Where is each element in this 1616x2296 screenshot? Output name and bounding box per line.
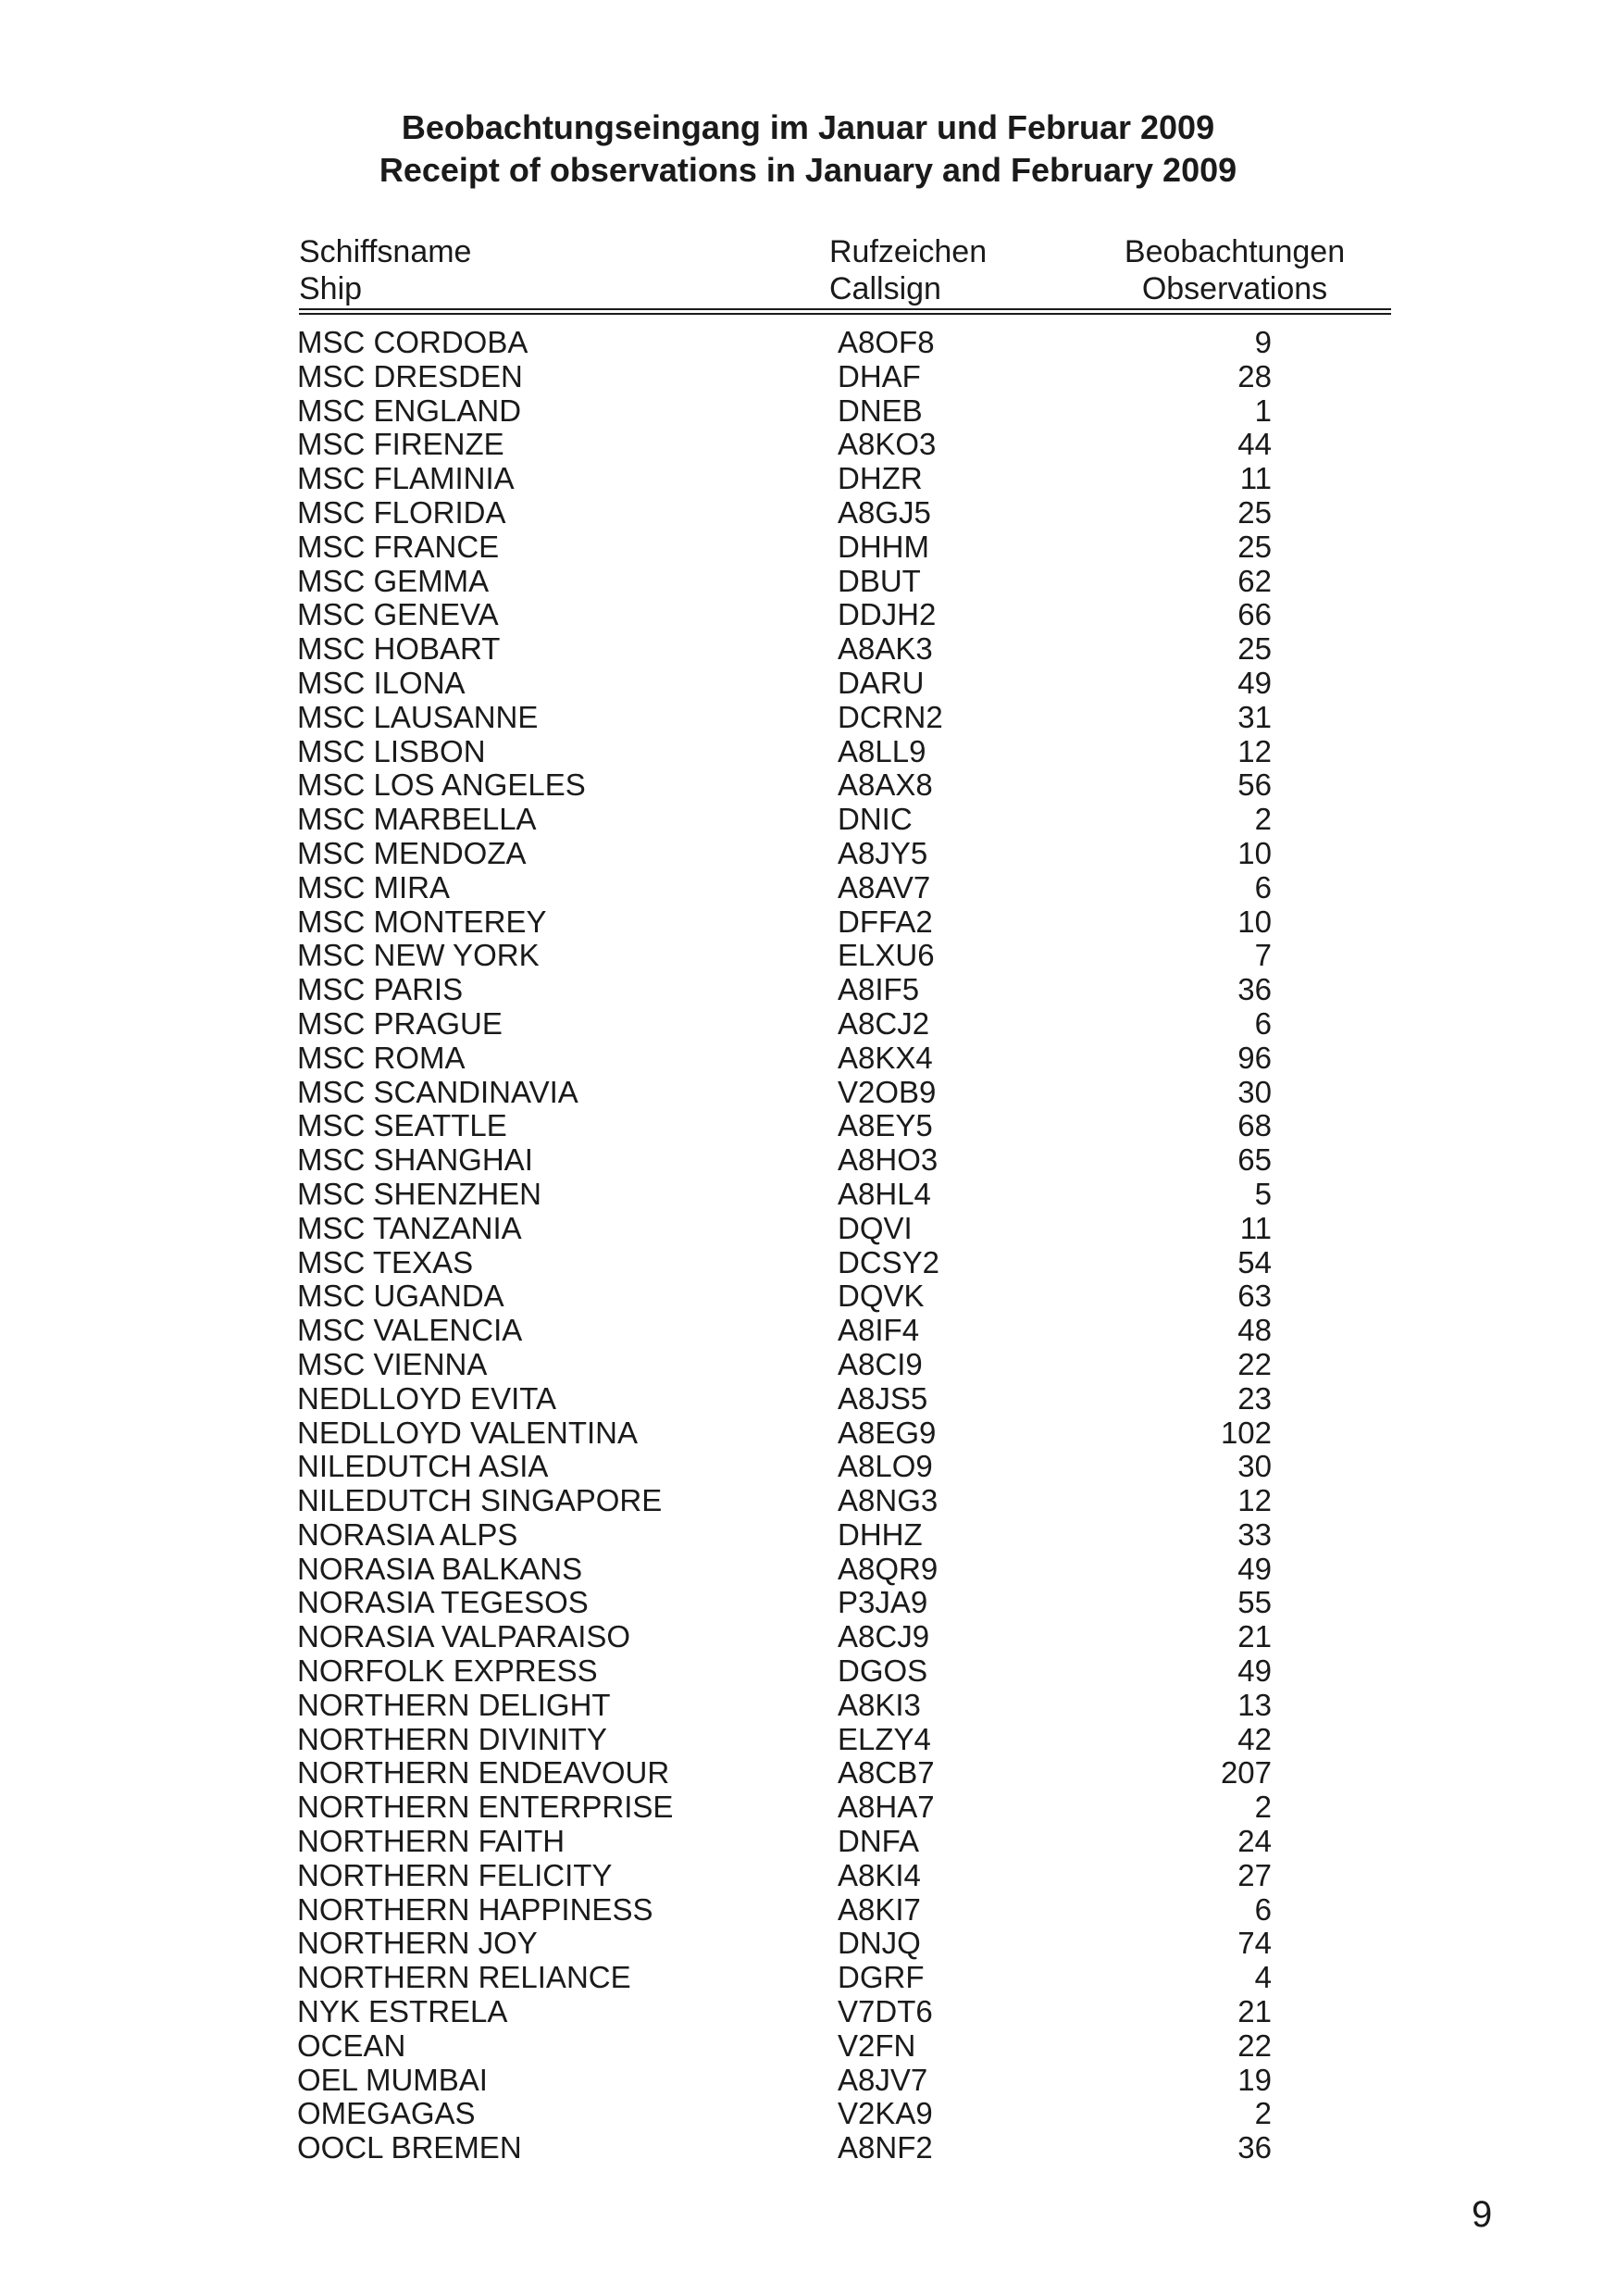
observations-cell: 6 bbox=[1254, 1891, 1272, 1927]
table-row bbox=[0, 1620, 1616, 1654]
ship-name-cell: MSC LAUSANNE bbox=[297, 699, 539, 734]
table-row bbox=[0, 1007, 1616, 1042]
table-row bbox=[0, 1927, 1616, 1961]
observations-cell: 1 bbox=[1254, 393, 1272, 428]
ship-name-cell: NORASIA VALPARAISO bbox=[297, 1619, 631, 1654]
ship-name-cell: NORTHERN RELIANCE bbox=[297, 1960, 631, 1995]
ship-name-cell: MSC SCANDINAVIA bbox=[297, 1074, 578, 1109]
table-row bbox=[0, 1416, 1616, 1451]
observations-cell: 74 bbox=[1237, 1926, 1272, 1961]
table-row bbox=[0, 905, 1616, 940]
table-row bbox=[0, 2064, 1616, 2098]
callsign-cell: DNEB bbox=[838, 393, 923, 428]
ship-name-cell: MSC PARIS bbox=[297, 972, 464, 1007]
observations-cell: 24 bbox=[1237, 1824, 1272, 1859]
ship-name-cell: NILEDUTCH SINGAPORE bbox=[297, 1483, 663, 1518]
callsign-cell: A8CJ2 bbox=[838, 1005, 930, 1041]
table-row bbox=[0, 1723, 1616, 1757]
observations-cell: 65 bbox=[1237, 1142, 1272, 1178]
callsign-cell: A8CI9 bbox=[838, 1346, 923, 1381]
table-row bbox=[0, 326, 1616, 360]
observations-cell: 25 bbox=[1237, 494, 1272, 530]
table-row bbox=[0, 667, 1616, 701]
observations-cell: 49 bbox=[1237, 1551, 1272, 1586]
table-row bbox=[0, 701, 1616, 735]
observations-cell: 19 bbox=[1237, 2062, 1272, 2097]
header-ship-english: Ship bbox=[299, 271, 363, 306]
ship-name-cell: MSC SHENZHEN bbox=[297, 1176, 542, 1211]
callsign-cell: A8OF8 bbox=[838, 325, 935, 359]
callsign-cell: A8HO3 bbox=[838, 1142, 939, 1178]
observations-cell: 12 bbox=[1237, 1483, 1272, 1518]
observations-cell: 22 bbox=[1237, 2028, 1272, 2063]
observations-cell: 21 bbox=[1237, 1994, 1272, 2029]
table-row bbox=[0, 1518, 1616, 1553]
callsign-cell: DHZR bbox=[838, 461, 923, 496]
observations-cell: 25 bbox=[1237, 529, 1272, 564]
callsign-cell: A8JY5 bbox=[838, 835, 928, 870]
callsign-cell: A8EG9 bbox=[838, 1415, 937, 1450]
ship-name-cell: MSC PRAGUE bbox=[297, 1005, 503, 1041]
table-row bbox=[0, 871, 1616, 905]
callsign-cell: V7DT6 bbox=[838, 1994, 933, 2029]
observations-cell: 207 bbox=[1220, 1755, 1272, 1791]
ship-name-cell: MSC MIRA bbox=[297, 869, 450, 905]
table-row bbox=[0, 1654, 1616, 1689]
callsign-cell: P3JA9 bbox=[838, 1585, 928, 1620]
callsign-cell: DFFA2 bbox=[838, 904, 933, 939]
table-row bbox=[0, 1961, 1616, 1995]
ship-name-cell: MSC ILONA bbox=[297, 665, 466, 700]
table-row bbox=[0, 1076, 1616, 1110]
table-row bbox=[0, 496, 1616, 530]
observations-cell: 55 bbox=[1237, 1585, 1272, 1620]
observations-cell: 12 bbox=[1237, 733, 1272, 768]
callsign-cell: A8GJ5 bbox=[838, 494, 931, 530]
observations-cell: 6 bbox=[1254, 869, 1272, 905]
table-row bbox=[0, 2097, 1616, 2131]
callsign-cell: V2KA9 bbox=[838, 2096, 933, 2131]
callsign-cell: A8QR9 bbox=[838, 1551, 939, 1586]
callsign-cell: A8IF5 bbox=[838, 972, 920, 1007]
observations-cell: 21 bbox=[1237, 1619, 1272, 1654]
ship-name-cell: NORTHERN HAPPINESS bbox=[297, 1891, 653, 1927]
ship-name-cell: MSC MONTEREY bbox=[297, 904, 547, 939]
ship-name-cell: NORTHERN JOY bbox=[297, 1926, 538, 1961]
table-row bbox=[0, 1825, 1616, 1859]
callsign-cell: A8KI3 bbox=[838, 1687, 921, 1722]
ship-name-cell: OEL MUMBAI bbox=[297, 2062, 488, 2097]
observations-cell: 30 bbox=[1237, 1074, 1272, 1109]
callsign-cell: DCSY2 bbox=[838, 1244, 940, 1279]
page-title-english: Receipt of observations in January and February 2009 bbox=[379, 151, 1237, 189]
callsign-cell: A8LL9 bbox=[838, 733, 926, 768]
table-row bbox=[0, 1212, 1616, 1246]
ship-name-cell: MSC TEXAS bbox=[297, 1244, 474, 1279]
observations-cell: 2 bbox=[1254, 802, 1272, 837]
callsign-cell: A8JS5 bbox=[838, 1380, 928, 1416]
callsign-cell: A8KO3 bbox=[838, 427, 937, 462]
callsign-cell: A8EY5 bbox=[838, 1108, 933, 1143]
ship-name-cell: MSC VALENCIA bbox=[297, 1313, 523, 1348]
observations-cell: 9 bbox=[1254, 325, 1272, 359]
callsign-cell: DNFA bbox=[838, 1824, 920, 1859]
ship-name-cell: MSC GEMMA bbox=[297, 563, 490, 598]
table-row bbox=[0, 837, 1616, 871]
table-row bbox=[0, 598, 1616, 632]
table-row bbox=[0, 973, 1616, 1007]
table-row bbox=[0, 462, 1616, 496]
observations-cell: 23 bbox=[1237, 1380, 1272, 1416]
callsign-cell: DGRF bbox=[838, 1960, 925, 1995]
ship-name-cell: MSC FLORIDA bbox=[297, 494, 506, 530]
callsign-cell: DGOS bbox=[838, 1653, 928, 1689]
callsign-cell: ELZY4 bbox=[838, 1721, 931, 1756]
ship-name-cell: MSC FRANCE bbox=[297, 529, 500, 564]
observations-table bbox=[0, 326, 1616, 2165]
ship-name-cell: NORTHERN FELICITY bbox=[297, 1857, 613, 1892]
ship-name-cell: MSC ENGLAND bbox=[297, 393, 522, 428]
table-row bbox=[0, 1484, 1616, 1518]
table-row bbox=[0, 360, 1616, 394]
callsign-cell: A8KI4 bbox=[838, 1857, 921, 1892]
observations-cell: 62 bbox=[1237, 563, 1272, 598]
table-row bbox=[0, 1382, 1616, 1416]
observations-cell: 102 bbox=[1220, 1415, 1272, 1450]
table-row bbox=[0, 632, 1616, 667]
callsign-cell: DQVK bbox=[838, 1279, 925, 1314]
ship-name-cell: MSC SHANGHAI bbox=[297, 1142, 533, 1178]
observations-cell: 63 bbox=[1237, 1279, 1272, 1314]
ship-name-cell: MSC CORDOBA bbox=[297, 325, 528, 359]
ship-name-cell: MSC HOBART bbox=[297, 631, 501, 667]
table-row bbox=[0, 2131, 1616, 2165]
callsign-cell: A8JV7 bbox=[838, 2062, 928, 2097]
ship-name-cell: MSC FLAMINIA bbox=[297, 461, 515, 496]
ship-name-cell: NORTHERN ENDEAVOUR bbox=[297, 1755, 670, 1791]
observations-cell: 30 bbox=[1237, 1449, 1272, 1484]
observations-cell: 2 bbox=[1254, 2096, 1272, 2131]
table-row bbox=[0, 530, 1616, 565]
ship-name-cell: NORTHERN DIVINITY bbox=[297, 1721, 607, 1756]
callsign-cell: V2OB9 bbox=[838, 1074, 937, 1109]
ship-name-cell: NORASIA BALKANS bbox=[297, 1551, 583, 1586]
header-ship-german: Schiffsname bbox=[299, 234, 472, 269]
table-row bbox=[0, 2029, 1616, 2064]
table-row bbox=[0, 1791, 1616, 1825]
ship-name-cell: NILEDUTCH ASIA bbox=[297, 1449, 549, 1484]
header-rule-top bbox=[299, 308, 1391, 310]
table-row bbox=[0, 428, 1616, 462]
table-row bbox=[0, 1042, 1616, 1076]
observations-cell: 49 bbox=[1237, 665, 1272, 700]
observations-cell: 56 bbox=[1237, 767, 1272, 803]
page-title-german: Beobachtungseingang im Januar und Februar 2009 bbox=[401, 108, 1215, 146]
callsign-cell: A8CJ9 bbox=[838, 1619, 930, 1654]
table-row bbox=[0, 1348, 1616, 1382]
observations-cell: 11 bbox=[1239, 461, 1272, 496]
ship-name-cell: NORTHERN DELIGHT bbox=[297, 1687, 611, 1722]
header-observations-german: Beobachtungen bbox=[1124, 234, 1346, 269]
table-row bbox=[0, 1586, 1616, 1620]
callsign-cell: DARU bbox=[838, 665, 925, 700]
callsign-cell: DBUT bbox=[838, 563, 921, 598]
callsign-cell: A8CB7 bbox=[838, 1755, 935, 1791]
ship-name-cell: OOCL BREMEN bbox=[297, 2130, 522, 2165]
ship-name-cell: NORASIA TEGESOS bbox=[297, 1585, 589, 1620]
ship-name-cell: MSC MENDOZA bbox=[297, 835, 527, 870]
ship-name-cell: MSC GENEVA bbox=[297, 597, 499, 632]
table-row bbox=[0, 1450, 1616, 1484]
callsign-cell: A8AX8 bbox=[838, 767, 933, 803]
observations-cell: 68 bbox=[1237, 1108, 1272, 1143]
observations-cell: 10 bbox=[1237, 904, 1272, 939]
observations-cell: 49 bbox=[1237, 1653, 1272, 1689]
table-row bbox=[0, 768, 1616, 803]
observations-cell: 33 bbox=[1237, 1516, 1272, 1552]
callsign-cell: DCRN2 bbox=[838, 699, 943, 734]
table-row bbox=[0, 1246, 1616, 1280]
callsign-cell: ELXU6 bbox=[838, 938, 935, 973]
observations-cell: 42 bbox=[1237, 1721, 1272, 1756]
ship-name-cell: MSC DRESDEN bbox=[297, 358, 523, 393]
table-row bbox=[0, 1893, 1616, 1928]
table-row bbox=[0, 1314, 1616, 1348]
header-callsign-english: Callsign bbox=[829, 271, 941, 306]
observations-cell: 10 bbox=[1237, 835, 1272, 870]
ship-name-cell: NORTHERN FAITH bbox=[297, 1824, 566, 1859]
table-row bbox=[0, 394, 1616, 429]
page-number: 9 bbox=[1472, 2194, 1493, 2235]
observations-cell: 6 bbox=[1254, 1005, 1272, 1041]
observations-cell: 4 bbox=[1254, 1960, 1272, 1995]
observations-cell: 66 bbox=[1237, 597, 1272, 632]
ship-name-cell: NORASIA ALPS bbox=[297, 1516, 518, 1552]
observations-cell: 5 bbox=[1254, 1176, 1272, 1211]
observations-cell: 2 bbox=[1254, 1790, 1272, 1825]
callsign-cell: A8KI7 bbox=[838, 1891, 921, 1927]
ship-name-cell: NEDLLOYD EVITA bbox=[297, 1380, 556, 1416]
ship-name-cell: MSC MARBELLA bbox=[297, 802, 537, 837]
callsign-cell: A8AK3 bbox=[838, 631, 933, 667]
ship-name-cell: MSC ROMA bbox=[297, 1040, 466, 1075]
ship-name-cell: OMEGAGAS bbox=[297, 2096, 476, 2131]
table-row bbox=[0, 565, 1616, 599]
callsign-cell: A8HA7 bbox=[838, 1790, 935, 1825]
observations-cell: 36 bbox=[1237, 2130, 1272, 2165]
ship-name-cell: MSC LISBON bbox=[297, 733, 486, 768]
ship-name-cell: NYK ESTRELA bbox=[297, 1994, 508, 2029]
table-row bbox=[0, 1995, 1616, 2029]
table-row bbox=[0, 1109, 1616, 1143]
table-row bbox=[0, 1689, 1616, 1723]
observations-cell: 31 bbox=[1237, 699, 1272, 734]
table-row bbox=[0, 1178, 1616, 1212]
callsign-cell: DNJQ bbox=[838, 1926, 921, 1961]
callsign-cell: A8AV7 bbox=[838, 869, 931, 905]
table-row bbox=[0, 1756, 1616, 1791]
callsign-cell: A8LO9 bbox=[838, 1449, 933, 1484]
table-row bbox=[0, 1553, 1616, 1587]
callsign-cell: DHAF bbox=[838, 358, 921, 393]
observations-cell: 54 bbox=[1237, 1244, 1272, 1279]
observations-cell: 7 bbox=[1254, 938, 1272, 973]
observations-cell: 44 bbox=[1237, 427, 1272, 462]
observations-cell: 27 bbox=[1237, 1857, 1272, 1892]
header-observations-english: Observations bbox=[1141, 271, 1328, 306]
observations-cell: 96 bbox=[1237, 1040, 1272, 1075]
table-row bbox=[0, 1859, 1616, 1893]
callsign-cell: DHHM bbox=[838, 529, 929, 564]
observations-cell: 11 bbox=[1239, 1210, 1272, 1245]
callsign-cell: DQVI bbox=[838, 1210, 913, 1245]
observations-cell: 22 bbox=[1237, 1346, 1272, 1381]
ship-name-cell: OCEAN bbox=[297, 2028, 406, 2063]
callsign-cell: DNIC bbox=[838, 802, 913, 837]
header-rule-bottom bbox=[299, 313, 1391, 315]
callsign-cell: A8IF4 bbox=[838, 1313, 920, 1348]
ship-name-cell: NORTHERN ENTERPRISE bbox=[297, 1790, 674, 1825]
observations-cell: 48 bbox=[1237, 1313, 1272, 1348]
ship-name-cell: MSC SEATTLE bbox=[297, 1108, 507, 1143]
ship-name-cell: NEDLLOYD VALENTINA bbox=[297, 1415, 638, 1450]
table-row bbox=[0, 1279, 1616, 1314]
ship-name-cell: MSC UGANDA bbox=[297, 1279, 504, 1314]
callsign-cell: A8KX4 bbox=[838, 1040, 933, 1075]
ship-name-cell: MSC NEW YORK bbox=[297, 938, 540, 973]
callsign-cell: A8HL4 bbox=[838, 1176, 931, 1211]
callsign-cell: A8NG3 bbox=[838, 1483, 939, 1518]
ship-name-cell: NORFOLK EXPRESS bbox=[297, 1653, 598, 1689]
observations-cell: 36 bbox=[1237, 972, 1272, 1007]
ship-name-cell: MSC FIRENZE bbox=[297, 427, 504, 462]
table-row bbox=[0, 1143, 1616, 1178]
table-row bbox=[0, 939, 1616, 973]
table-row bbox=[0, 735, 1616, 769]
ship-name-cell: MSC TANZANIA bbox=[297, 1210, 522, 1245]
callsign-cell: DHHZ bbox=[838, 1516, 923, 1552]
observations-cell: 28 bbox=[1237, 358, 1272, 393]
ship-name-cell: MSC LOS ANGELES bbox=[297, 767, 586, 803]
callsign-cell: V2FN bbox=[838, 2028, 916, 2063]
observations-cell: 25 bbox=[1237, 631, 1272, 667]
callsign-cell: DDJH2 bbox=[838, 597, 937, 632]
callsign-cell: A8NF2 bbox=[838, 2130, 933, 2165]
ship-name-cell: MSC VIENNA bbox=[297, 1346, 488, 1381]
table-row bbox=[0, 803, 1616, 837]
observations-cell: 13 bbox=[1237, 1687, 1272, 1722]
header-callsign-german: Rufzeichen bbox=[829, 234, 988, 269]
